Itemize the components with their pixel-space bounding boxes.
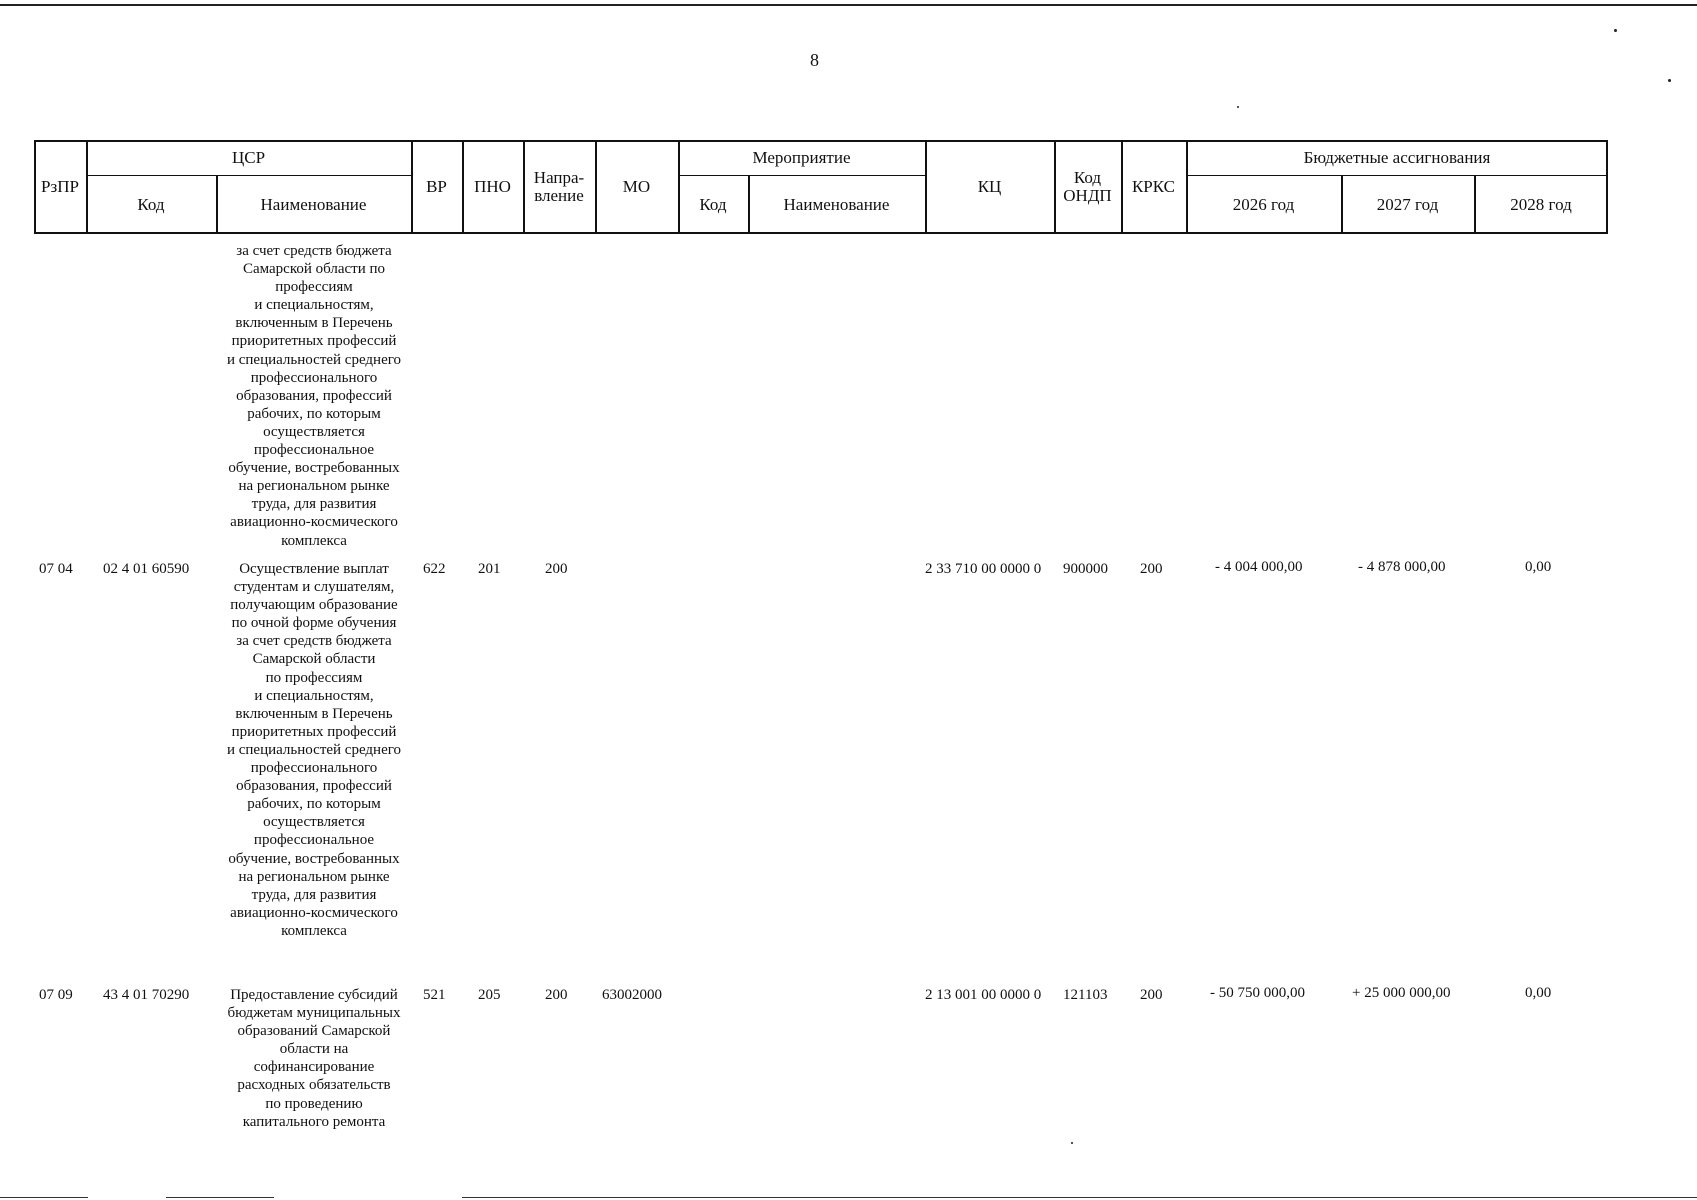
row-kc: 2 33 710 00 0000 0 (925, 561, 1042, 577)
name-line: за счет средств бюджета (236, 633, 392, 650)
name-line: на региональном рынке (238, 478, 390, 495)
name-line: труда, для развития (251, 496, 377, 513)
page-number: 8 (810, 50, 819, 70)
col-ondp: Код ОНДП (1063, 168, 1112, 205)
name-line: Предоставление субсидий (230, 987, 398, 1003)
row-krks: 200 (1140, 561, 1163, 577)
name-line: Осуществление выплат (239, 561, 389, 577)
name-line: по очной форме обучения (231, 615, 397, 632)
col-rzpr: РзПР (41, 177, 79, 196)
name-line: обучение, востребованных (228, 850, 400, 867)
name-line: профессионального (250, 760, 378, 777)
col-direction: Напра- вление (533, 168, 585, 205)
row-2027: + 25 000 000,00 (1352, 985, 1451, 1001)
bottom-border-line (462, 1197, 1697, 1198)
row-2028: 0,00 (1525, 559, 1552, 575)
name-line: осуществляется (263, 423, 365, 440)
name-line: приоритетных профессий (231, 723, 397, 740)
name-line: на региональном рынке (238, 868, 390, 885)
name-line: рабочих, по которым (247, 405, 381, 422)
name-line: профессиональное (253, 832, 375, 849)
name-line: за счет средств бюджета (236, 243, 392, 259)
col-event-code: Код (699, 194, 727, 214)
col-event: Мероприятие (752, 147, 851, 167)
col-krks: КРКС (1131, 177, 1176, 196)
top-border-line (0, 4, 1697, 6)
col-year-2028: 2028 год (1510, 194, 1572, 214)
row-mo: 63002000 (602, 987, 662, 1003)
name-line: Самарской области (252, 651, 376, 668)
name-line: образования, профессий (236, 387, 392, 404)
row-pno: 205 (478, 987, 501, 1003)
name-line: получающим образование (230, 597, 398, 614)
row-rzpr: 07 09 (39, 987, 73, 1003)
scan-speck (1237, 106, 1239, 108)
bottom-border-line (0, 1197, 88, 1198)
name-line: обучение, востребованных (228, 460, 400, 477)
row-ondp: 121103 (1063, 987, 1108, 1003)
row-2028: 0,00 (1525, 985, 1552, 1001)
row-2026: - 4 004 000,00 (1215, 559, 1303, 575)
name-line: расходных обязательств (237, 1077, 391, 1094)
row-pno: 201 (478, 561, 501, 577)
name-line: включенным в Перечень (235, 315, 393, 332)
name-line: авиационно-космического (230, 904, 398, 921)
col-csr: ЦСР (231, 147, 266, 167)
name-line: и специальностям, (254, 687, 374, 704)
row-csr-code: 02 4 01 60590 (103, 561, 190, 577)
row-name (218, 560, 410, 940)
name-line: профессиональное (253, 442, 375, 459)
name-line: образования, профессий (236, 778, 392, 795)
row-kc: 2 13 001 00 0000 0 (925, 987, 1042, 1003)
row-ondp: 900000 (1063, 561, 1108, 577)
col-vr: ВР (426, 177, 447, 196)
name-line: комплекса (281, 532, 347, 549)
name-line: бюджетам муниципальных (227, 1005, 401, 1022)
col-year-2026: 2026 год (1232, 194, 1295, 214)
row-rzpr: 07 04 (39, 561, 73, 577)
col-event-name: Наименование (783, 194, 890, 214)
row-csr-code: 43 4 01 70290 (103, 987, 190, 1003)
name-line: студентам и слушателям, (233, 579, 395, 596)
col-csr-code: Код (137, 194, 165, 214)
name-line: труда, для развития (251, 886, 377, 903)
bottom-border-line (166, 1197, 274, 1198)
col-pno: ПНО (474, 177, 511, 196)
col-budget: Бюджетные ассигнования (1303, 147, 1491, 167)
name-line: и специальностям, (254, 297, 374, 314)
name-line: софинансирование (253, 1059, 375, 1076)
row-direction: 200 (545, 561, 568, 577)
name-line: капитального ремонта (242, 1113, 386, 1130)
row-vr: 521 (423, 987, 446, 1003)
col-csr-name: Наименование (260, 194, 367, 214)
row-direction: 200 (545, 987, 568, 1003)
row-name (218, 242, 410, 550)
row-2026: - 50 750 000,00 (1210, 985, 1305, 1001)
name-line: профессиям (275, 279, 353, 296)
row-2027: - 4 878 000,00 (1358, 559, 1446, 575)
name-line: комплекса (281, 922, 347, 939)
table-header (34, 140, 1608, 234)
col-year-2027: 2027 год (1376, 194, 1439, 214)
name-line: профессионального (250, 369, 378, 386)
name-line: рабочих, по которым (247, 796, 381, 813)
name-line: осуществляется (263, 814, 365, 831)
scan-speck (1614, 29, 1617, 32)
name-line: области на (279, 1041, 349, 1058)
scan-speck (1668, 79, 1671, 82)
col-kc: КЦ (977, 177, 1002, 196)
col-mo: МО (622, 177, 651, 196)
name-line: и специальностей среднего (226, 351, 402, 368)
name-line: приоритетных профессий (231, 333, 397, 350)
name-line: включенным в Перечень (235, 705, 393, 722)
name-line: по профессиям (265, 669, 363, 686)
row-name (218, 986, 410, 1131)
name-line: авиационно-космического (230, 514, 398, 531)
scan-speck (1071, 1142, 1073, 1144)
name-line: образований Самарской (237, 1023, 391, 1040)
name-line: и специальностей среднего (226, 741, 402, 758)
name-line: Самарской области по (242, 261, 386, 278)
row-krks: 200 (1140, 987, 1163, 1003)
row-vr: 622 (423, 561, 446, 577)
name-line: по проведению (265, 1095, 363, 1112)
